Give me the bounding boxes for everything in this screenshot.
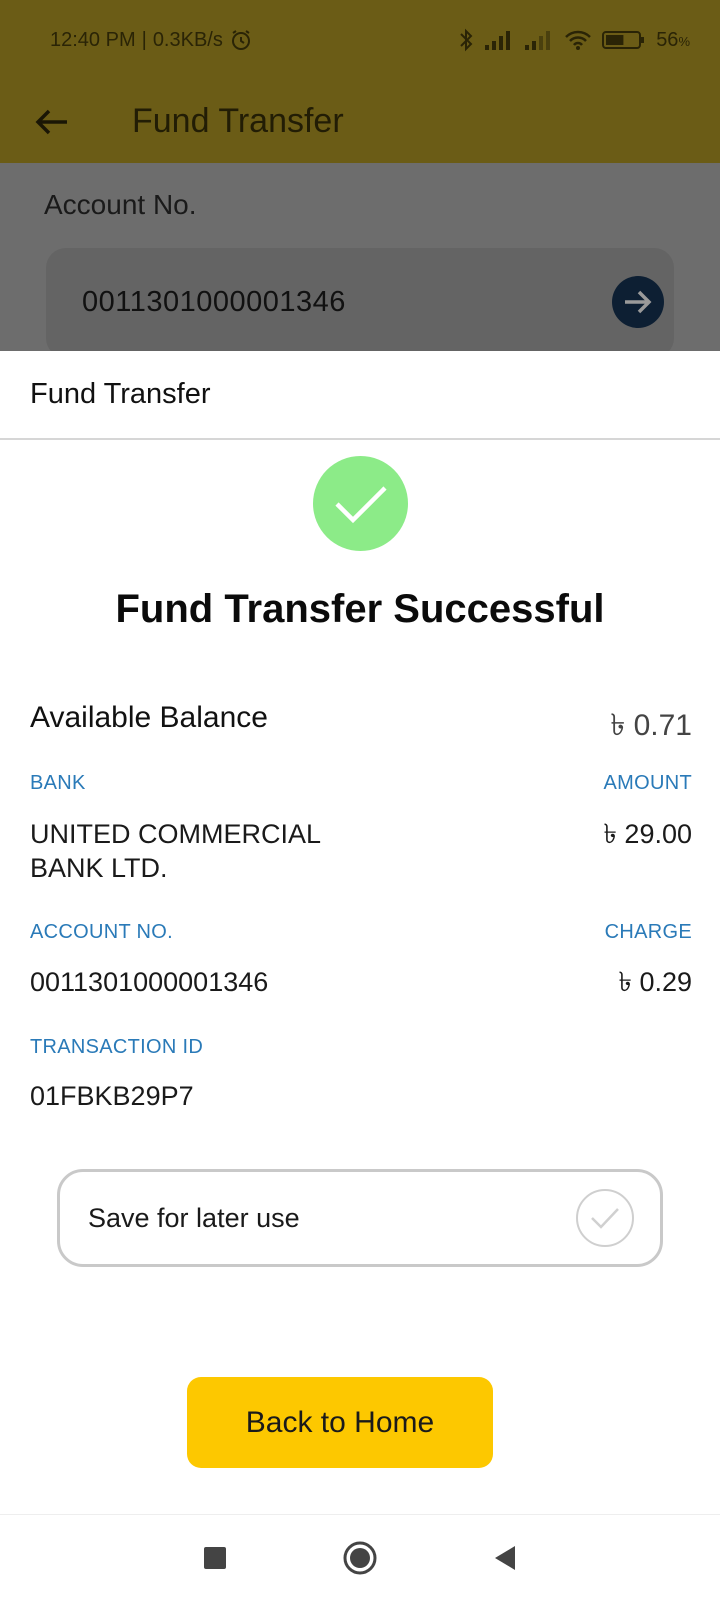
sheet-title: Fund Transfer — [30, 378, 211, 410]
charge-label: CHARGE — [604, 921, 692, 943]
battery-level: 56% — [656, 28, 690, 51]
bank-amount-labels — [30, 772, 692, 800]
app-bar-title: Fund Transfer — [132, 102, 344, 140]
bank-amount-values — [30, 817, 692, 887]
battery-icon — [602, 29, 646, 51]
status-time: 12:40 PM — [50, 28, 136, 51]
background-form — [0, 163, 720, 351]
transaction-label-row — [30, 1036, 692, 1064]
save-for-later-toggle[interactable] — [57, 1169, 663, 1267]
recents-square-icon[interactable] — [195, 1538, 235, 1578]
amount-value: ৳ 29.00 — [603, 819, 692, 849]
signal-icon — [524, 29, 554, 51]
sheet-header — [0, 351, 720, 440]
status-speed: 0.3KB/s — [152, 28, 223, 51]
balance-value: ৳ 0.71 — [610, 709, 692, 742]
back-arrow-icon[interactable] — [32, 102, 72, 142]
account-label: Account No. — [44, 189, 197, 220]
arrow-right-icon[interactable] — [612, 276, 664, 328]
transaction-id-value: 01FBKB29P7 — [30, 1081, 194, 1111]
balance-row — [30, 701, 692, 741]
system-nav-bar — [0, 1514, 720, 1600]
wifi-icon — [564, 29, 592, 51]
status-right — [458, 27, 690, 53]
amount-label: AMOUNT — [603, 772, 692, 794]
save-for-later-label: Save for later use — [88, 1202, 300, 1233]
account-input-value: 0011301000001346 — [82, 286, 346, 318]
success-message: Fund Transfer Successful — [115, 587, 605, 631]
account-input[interactable] — [46, 248, 674, 358]
app-bar — [0, 80, 720, 163]
account-no-label: ACCOUNT NO. — [30, 921, 173, 943]
signal-icon — [484, 29, 514, 51]
save-checkbox-icon[interactable] — [576, 1189, 634, 1247]
status-left — [50, 28, 253, 52]
account-charge-labels — [30, 921, 692, 949]
charge-value: ৳ 0.29 — [618, 967, 692, 997]
account-no-value: 0011301000001346 — [30, 967, 269, 997]
bluetooth-icon — [458, 27, 474, 53]
bank-value: UNITED COMMERCIAL BANK LTD. — [30, 819, 321, 883]
transaction-value-row — [30, 1079, 692, 1115]
account-charge-values — [30, 965, 692, 1001]
back-triangle-icon[interactable] — [485, 1538, 525, 1578]
result-sheet — [0, 351, 720, 1514]
alarm-icon — [229, 28, 253, 52]
bank-label: BANK — [30, 772, 86, 794]
balance-label: Available Balance — [30, 701, 268, 734]
home-circle-icon[interactable] — [340, 1538, 380, 1578]
transaction-id-label: TRANSACTION ID — [30, 1036, 204, 1058]
status-divider: | — [141, 28, 147, 51]
back-to-home-button[interactable]: Back to Home — [187, 1377, 493, 1468]
check-icon — [313, 456, 408, 551]
status-bar — [0, 0, 720, 80]
